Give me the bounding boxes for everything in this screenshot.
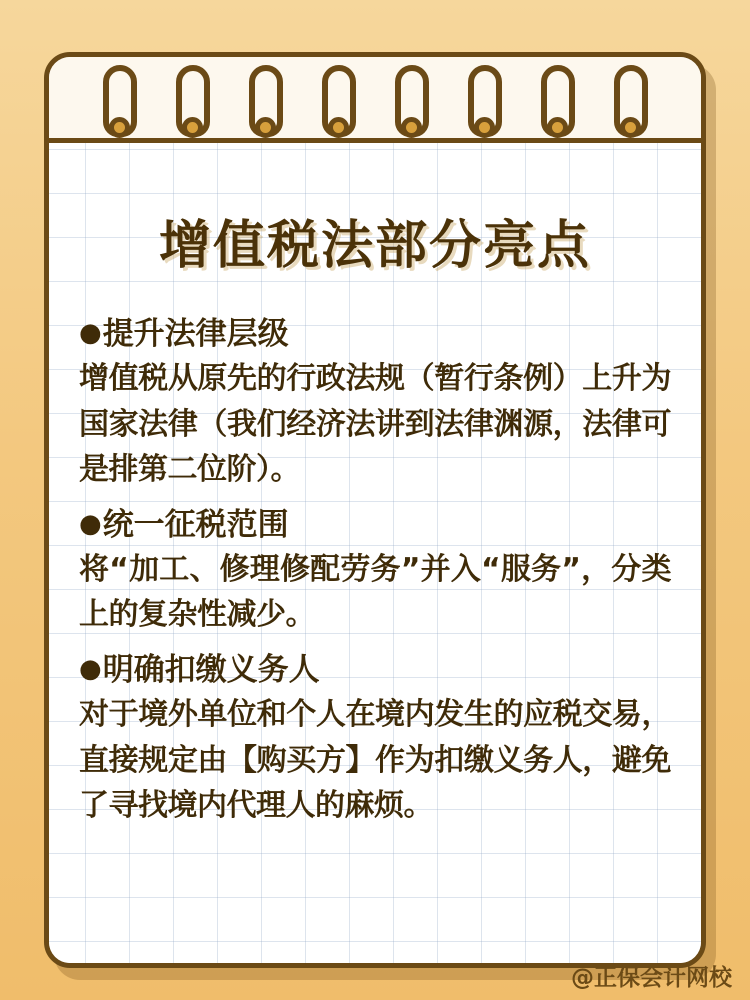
notebook-card: [44, 52, 706, 968]
section-3-heading: [79, 648, 671, 692]
binder-strip: [49, 57, 701, 143]
section-3: [79, 648, 671, 829]
page-title: 增值税法部分亮点: [158, 216, 591, 276]
section-2: [79, 503, 671, 638]
section-1: [79, 312, 671, 493]
bullet-icon: ●: [79, 654, 102, 684]
section-1-heading: [79, 312, 671, 356]
section-1-body: 增值税从原先的行政法规（暂行条例）上升为国家法律（我们经济法讲到法律渊源，法律可是排第二位阶）。: [79, 361, 671, 488]
section-3-body: 对于境外单位和个人在境内发生的应税交易，直接规定由【购买方】作为扣缴义务人，避免了寻找境内代理人的麻烦。: [79, 697, 671, 824]
watermark-text: @正保会计网校: [571, 965, 732, 991]
bullet-icon: ●: [79, 318, 102, 348]
note-page: [49, 143, 701, 963]
watermark: [571, 959, 732, 992]
section-3-heading-text: 明确扣缴义务人: [102, 652, 320, 688]
section-2-body: 将“加工、修理修配劳务”并入“服务”，分类上的复杂性减少。: [79, 551, 671, 633]
section-2-heading-text: 统一征税范围: [102, 506, 289, 543]
section-2-heading: [79, 503, 671, 547]
bullet-icon: ●: [79, 508, 102, 539]
section-1-heading-text: 提升法律层级: [102, 316, 289, 352]
